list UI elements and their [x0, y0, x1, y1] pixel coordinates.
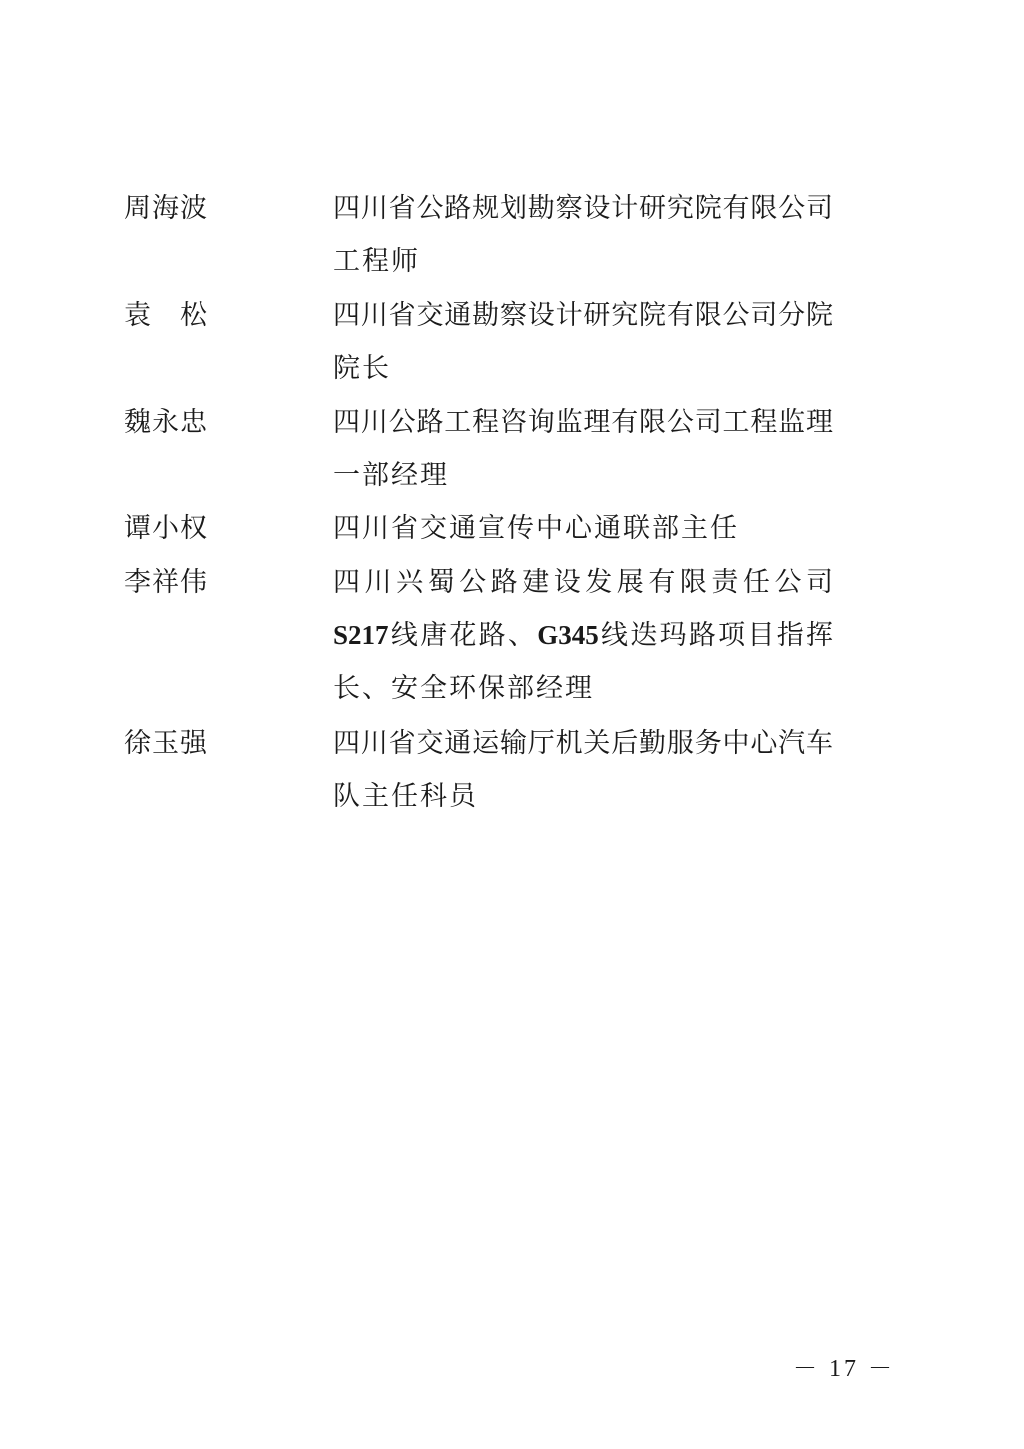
- person-name: 袁 松: [124, 300, 208, 331]
- person-title: [333, 396, 833, 502]
- title-line: 工程师: [333, 246, 420, 277]
- person-name: 李祥伟: [124, 567, 208, 598]
- person-name: 周海波: [124, 193, 208, 224]
- title-line-with-codes: [333, 609, 833, 662]
- title-text: 线唐花路、: [388, 620, 538, 651]
- title-text: 线迭玛路项目指挥: [598, 620, 834, 651]
- person-title: [333, 289, 833, 395]
- title-line: 四川省交通宣传中心通联部主任: [333, 513, 739, 544]
- person-title: [333, 717, 833, 823]
- title-line: 四川省交通勘察设计研究院有限公司分院: [333, 300, 833, 331]
- person-title: [333, 182, 833, 288]
- person-title: [333, 502, 833, 555]
- road-code: S217: [333, 620, 389, 650]
- title-line: 四川公路工程咨询监理有限公司工程监理: [333, 407, 833, 438]
- title-line: 四川兴蜀公路建设发展有限责任公司: [333, 567, 833, 598]
- person-name: 魏永忠: [124, 407, 208, 438]
- title-line: 长、安全环保部经理: [333, 673, 594, 704]
- title-line: 队主任科员: [333, 781, 478, 812]
- title-line: 四川省交通运输厅机关后勤服务中心汽车: [333, 728, 833, 759]
- title-line: 院长: [333, 353, 391, 384]
- person-title: [333, 556, 833, 715]
- page-number: － 17 －: [793, 1356, 895, 1382]
- person-name: 徐玉强: [124, 728, 208, 759]
- person-name: 谭小权: [124, 513, 208, 544]
- title-line: 一部经理: [333, 460, 449, 491]
- road-code: G345: [537, 620, 599, 650]
- title-line: 四川省公路规划勘察设计研究院有限公司: [333, 193, 833, 224]
